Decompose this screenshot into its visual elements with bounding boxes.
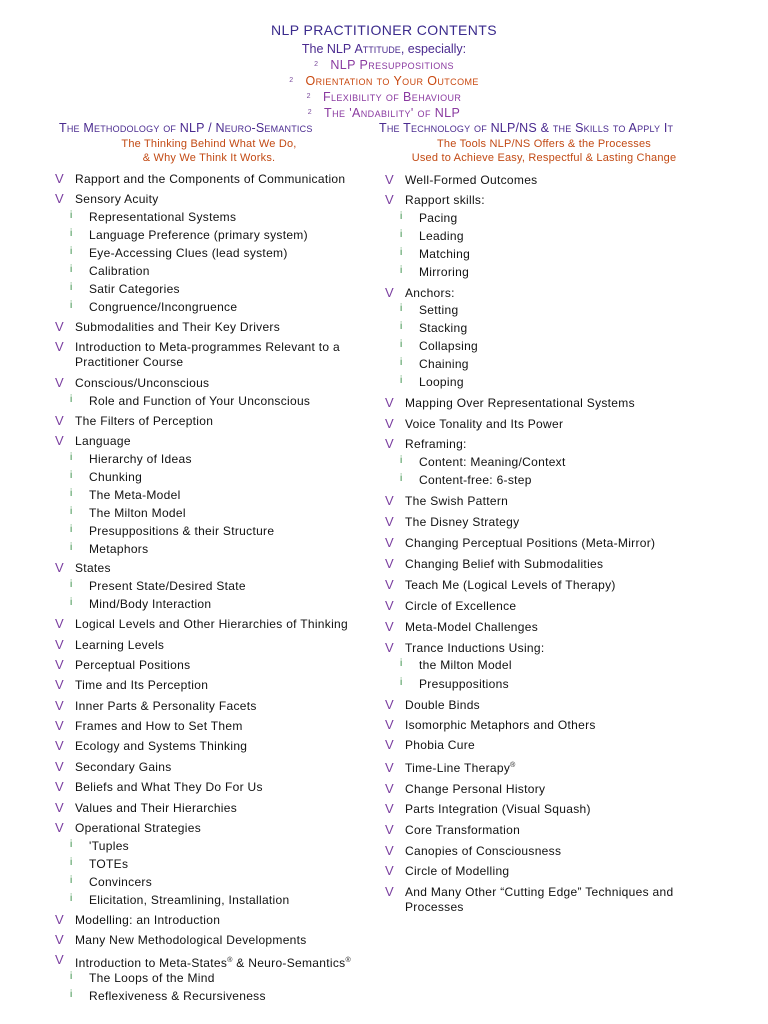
purple-v-bullet-icon: V [55,339,64,354]
list-item-text: States [75,561,111,575]
purple-v-bullet-icon: V [385,577,394,592]
list-item [55,319,281,334]
list-item-text: Metaphors [89,542,149,556]
list-item [385,619,539,634]
green-i-bullet-icon: i [400,247,403,258]
list-item-text: Teach Me (Logical Levels of Therapy) [405,578,616,592]
purple-v-bullet-icon: V [55,560,64,575]
purple-v-bullet-icon: V [55,191,64,206]
attitude-item-text: Orientation to Your Outcome [305,74,479,88]
green-i-bullet-icon: i [70,542,73,553]
green-i-bullet-icon: i [70,452,73,463]
list-item [385,598,517,613]
green-i-bullet-icon: i [70,210,73,221]
list-item [385,493,509,508]
list-item-text: The Milton Model [89,506,186,520]
list-item [385,863,510,878]
list-item-text: Beliefs and What They Do For Us [75,780,263,794]
list-item [385,801,591,816]
list-item [385,843,562,858]
list-item-text: Representational Systems [89,210,237,224]
green-i-bullet-icon: i [70,893,73,904]
list-item-text: Congruence/Incongruence [89,300,238,314]
green-i-bullet-icon: i [70,524,73,535]
list-item-text: Circle of Modelling [405,864,510,878]
list-item [55,191,159,206]
list-item-text: Looping [419,375,464,389]
sub-list-item [400,265,470,279]
sub-list-item [70,971,215,985]
list-item-text: Sensory Acuity [75,192,159,206]
green-i-bullet-icon: i [70,857,73,868]
sub-list-item [400,357,469,371]
list-item [385,556,604,571]
list-item [55,820,202,835]
green-i-bullet-icon: i [400,303,403,314]
list-item-text: Conscious/Unconscious [75,376,210,390]
sub-list-item [70,506,186,520]
list-item [55,738,248,753]
purple-v-bullet-icon: V [385,395,394,410]
sub-list-item [70,246,288,260]
purple-v-bullet-icon: V [55,616,64,631]
purple-v-bullet-icon: V [55,171,64,186]
list-item-text: Mapping Over Representational Systems [405,396,635,410]
list-item-text: The Loops of the Mind [89,971,215,985]
sub-list-item [70,470,143,484]
green-i-bullet-icon: i [400,265,403,276]
left-column-subheading-2: & Why We Think It Works. [142,152,276,164]
list-item-text: Reflexiveness & Recursiveness [89,989,266,1003]
list-item-text: Well-Formed Outcomes [405,173,538,187]
attitude-list [0,57,768,121]
list-item-text: Modelling: an Introduction [75,913,221,927]
purple-v-bullet-icon: V [55,637,64,652]
list-item-text: Perceptual Positions [75,658,191,672]
list-item-text: Language Preference (primary system) [89,228,308,242]
purple-v-bullet-icon: V [55,657,64,672]
purple-v-bullet-icon: V [55,413,64,428]
list-item [55,952,365,971]
purple-v-bullet-icon: V [55,677,64,692]
green-i-bullet-icon: i [70,839,73,850]
green-i-bullet-icon: i [70,875,73,886]
list-item-text: Role and Function of Your Unconscious [89,394,311,408]
attitude-suffix: , especially: [400,42,467,56]
sub-list-item [400,229,464,243]
list-item-text: Content: Meaning/Context [419,455,566,469]
list-item-text: Isomorphic Metaphors and Others [405,718,596,732]
purple-v-bullet-icon: V [55,820,64,835]
list-item [385,577,616,592]
right-column-subheading-2: Used to Achieve Easy, Respectful & Lasting Change [411,152,677,164]
list-item [385,640,545,655]
purple-v-bullet-icon: V [55,912,64,927]
sub-list-item [400,321,468,335]
list-item [55,375,210,390]
list-item-text: Time-Line Therapy® [405,761,516,775]
list-item-text: Voice Tonality and Its Power [405,417,564,431]
small-bullet-icon: 2 [314,61,319,68]
list-item-text: Operational Strategies [75,821,202,835]
list-item-text: Circle of Excellence [405,599,517,613]
purple-v-bullet-icon: V [385,192,394,207]
list-item-text: 'Tuples [89,839,129,853]
list-item [55,932,307,947]
list-item-text: The Filters of Perception [75,414,214,428]
list-item [55,759,172,774]
list-item-text: Change Personal History [405,782,546,796]
list-item [385,781,546,796]
list-item-text: Introduction to Meta-States® & Neuro-Semantics® [75,956,351,970]
list-item [55,413,214,428]
left-column-heading: The Methodology of NLP / Neuro-Semantics [59,121,313,135]
sub-list-item [70,875,153,889]
sub-list-item [70,210,237,224]
purple-v-bullet-icon: V [55,800,64,815]
sub-list-item [70,300,238,314]
purple-v-bullet-icon: V [55,698,64,713]
purple-v-bullet-icon: V [385,843,394,858]
list-item-text: Introduction to Meta-programmes Relevant to a Practitioner Course [75,340,340,369]
green-i-bullet-icon: i [400,357,403,368]
list-item-text: Values and Their Hierarchies [75,801,238,815]
purple-v-bullet-icon: V [385,640,394,655]
sub-list-item [70,524,275,538]
list-item-text: Anchors: [405,286,455,300]
attitude-item [0,73,768,89]
page-title: NLP PRACTITIONER CONTENTS [271,22,497,38]
purple-v-bullet-icon: V [55,718,64,733]
list-item-text: TOTEs [89,857,129,871]
list-item [385,884,705,915]
sub-list-item [400,455,566,469]
purple-v-bullet-icon: V [385,697,394,712]
green-i-bullet-icon: i [70,228,73,239]
green-i-bullet-icon: i [400,473,403,484]
list-item [385,416,564,431]
sub-list-item [70,579,246,593]
list-item-text: The Disney Strategy [405,515,520,529]
list-item-text: Collapsing [419,339,479,353]
list-item-text: And Many Other “Cutting Edge” Techniques and Processes [405,885,674,914]
purple-v-bullet-icon: V [385,863,394,878]
list-item-text: Changing Belief with Submodalities [405,557,604,571]
purple-v-bullet-icon: V [55,952,64,967]
small-bullet-icon: 2 [306,93,311,100]
purple-v-bullet-icon: V [385,172,394,187]
sub-list-item [70,542,149,556]
list-item [385,535,656,550]
attitude-item-text: NLP Presuppositions [330,58,454,72]
list-item-text: Calibration [89,264,150,278]
sub-list-item [400,677,509,691]
purple-v-bullet-icon: V [385,285,394,300]
list-item [55,171,346,186]
list-item-text: Leading [419,229,464,243]
purple-v-bullet-icon: V [385,598,394,613]
purple-v-bullet-icon: V [385,436,394,451]
purple-v-bullet-icon: V [385,801,394,816]
purple-v-bullet-icon: V [55,433,64,448]
list-item-text: Hierarchy of Ideas [89,452,192,466]
list-item [385,737,476,752]
purple-v-bullet-icon: V [385,760,394,775]
purple-v-bullet-icon: V [55,759,64,774]
attitude-line [0,42,768,56]
purple-v-bullet-icon: V [385,781,394,796]
list-item [385,822,521,837]
list-item-text: Parts Integration (Visual Squash) [405,802,591,816]
list-item [385,436,467,451]
list-item-text: Phobia Cure [405,738,476,752]
list-item [55,800,238,815]
purple-v-bullet-icon: V [385,822,394,837]
list-item-text: Many New Methodological Developments [75,933,307,947]
list-item-text: Mirroring [419,265,470,279]
green-i-bullet-icon: i [400,658,403,669]
list-item [385,697,480,712]
attitude-item [0,57,768,73]
list-item [55,657,191,672]
sub-list-item [70,228,308,242]
green-i-bullet-icon: i [400,375,403,386]
attitude-item-text: Flexibility of Behaviour [322,90,462,104]
list-item-text: Canopies of Consciousness [405,844,562,858]
list-item [55,616,365,632]
list-item-text: Setting [419,303,459,317]
list-item-text: Submodalities and Their Key Drivers [75,320,281,334]
sub-list-item [400,658,512,672]
list-item-text: Rapport skills: [405,193,485,207]
list-item-text: Trance Inductions Using: [405,641,545,655]
list-item-text: Rapport and the Components of Communication [75,172,346,186]
list-item-text: Learning Levels [75,638,165,652]
left-column-subheading-1: The Thinking Behind What We Do, [121,138,297,150]
green-i-bullet-icon: i [400,455,403,466]
green-i-bullet-icon: i [70,470,73,481]
list-item-text: Eye-Accessing Clues (lead system) [89,246,288,260]
list-item-text: Double Binds [405,698,480,712]
green-i-bullet-icon: i [400,229,403,240]
green-i-bullet-icon: i [70,989,73,1000]
list-item [55,718,243,733]
list-item-text: Mind/Body Interaction [89,597,212,611]
sub-list-item [400,473,532,487]
purple-v-bullet-icon: V [385,737,394,752]
list-item-text: Ecology and Systems Thinking [75,739,248,753]
purple-v-bullet-icon: V [385,619,394,634]
purple-v-bullet-icon: V [385,884,394,899]
list-item-text: Inner Parts & Personality Facets [75,699,257,713]
green-i-bullet-icon: i [70,282,73,293]
list-item-text: Chunking [89,470,143,484]
list-item-text: Presuppositions & their Structure [89,524,275,538]
sub-list-item [400,247,471,261]
purple-v-bullet-icon: V [385,535,394,550]
list-item [385,172,538,187]
list-item-text: Presuppositions [419,677,509,691]
sub-list-item [70,839,129,853]
list-item [55,677,209,692]
sub-list-item [70,989,266,1003]
small-bullet-icon: 2 [307,109,313,116]
green-i-bullet-icon: i [70,264,73,275]
list-item-text: Matching [419,247,471,261]
list-item [55,912,221,927]
list-item [55,339,365,370]
purple-v-bullet-icon: V [55,319,64,334]
list-item-text: Chaining [419,357,469,371]
green-i-bullet-icon: i [70,971,73,982]
green-i-bullet-icon: i [70,300,73,311]
list-item-text: Reframing: [405,437,467,451]
list-item-text: Stacking [419,321,468,335]
list-item [385,717,596,732]
green-i-bullet-icon: i [400,677,403,688]
list-item [55,433,131,448]
list-item-text: the Milton Model [419,658,512,672]
list-item-text: Language [75,434,131,448]
purple-v-bullet-icon: V [55,738,64,753]
green-i-bullet-icon: i [70,579,73,590]
sub-list-item [70,597,212,611]
green-i-bullet-icon: i [400,211,403,222]
sub-list-item [70,282,180,296]
green-i-bullet-icon: i [400,339,403,350]
green-i-bullet-icon: i [70,488,73,499]
list-item [55,560,111,575]
purple-v-bullet-icon: V [55,375,64,390]
list-item-text: Core Transformation [405,823,521,837]
sub-list-item [70,857,129,871]
list-item [385,514,520,529]
right-column-subheading-1: The Tools NLP/NS Offers & the Processes [436,138,652,150]
sub-list-item [70,488,181,502]
green-i-bullet-icon: i [400,321,403,332]
purple-v-bullet-icon: V [385,556,394,571]
list-item-text: The Swish Pattern [405,494,509,508]
green-i-bullet-icon: i [70,246,73,257]
list-item [55,637,165,652]
small-bullet-icon: 2 [289,77,294,84]
list-item-text: Frames and How to Set Them [75,719,243,733]
sub-list-item [70,452,192,466]
sub-list-item [400,303,459,317]
purple-v-bullet-icon: V [55,932,64,947]
list-item-text: Satir Categories [89,282,180,296]
list-item-text: Elicitation, Streamlining, Installation [89,893,290,907]
sub-list-item [70,893,290,907]
list-item-text: Logical Levels and Other Hierarchies of Thinking [75,617,348,631]
purple-v-bullet-icon: V [55,779,64,794]
sub-list-item [400,375,464,389]
list-item-text: Content-free: 6-step [419,473,532,487]
list-item-text: Time and Its Perception [75,678,209,692]
sub-list-item [70,394,311,408]
sub-list-item [70,264,150,278]
list-item-text: Convincers [89,875,153,889]
sub-list-item [400,339,479,353]
attitude-item [0,89,768,105]
list-item-text: Pacing [419,211,458,225]
list-item [385,192,485,207]
attitude-item-text: The 'Andability' of NLP [324,106,461,120]
green-i-bullet-icon: i [70,597,73,608]
attitude-prefix: The NLP [301,42,351,56]
purple-v-bullet-icon: V [385,493,394,508]
list-item-text: Present State/Desired State [89,579,246,593]
purple-v-bullet-icon: V [385,514,394,529]
attitude-label: Attitude [354,42,401,56]
green-i-bullet-icon: i [70,394,73,405]
sub-list-item [400,211,458,225]
list-item [55,779,263,794]
list-item [385,760,516,775]
list-item-text: Secondary Gains [75,760,172,774]
list-item [385,285,455,300]
list-item-text: Meta-Model Challenges [405,620,539,634]
attitude-item [0,105,768,121]
green-i-bullet-icon: i [70,506,73,517]
right-column-heading: The Technology of NLP/NS & the Skills to Apply It [379,121,674,135]
purple-v-bullet-icon: V [385,416,394,431]
list-item [55,698,257,713]
list-item-text: The Meta-Model [89,488,181,502]
purple-v-bullet-icon: V [385,717,394,732]
list-item-text: Changing Perceptual Positions (Meta-Mirror) [405,536,656,550]
list-item [385,395,635,410]
